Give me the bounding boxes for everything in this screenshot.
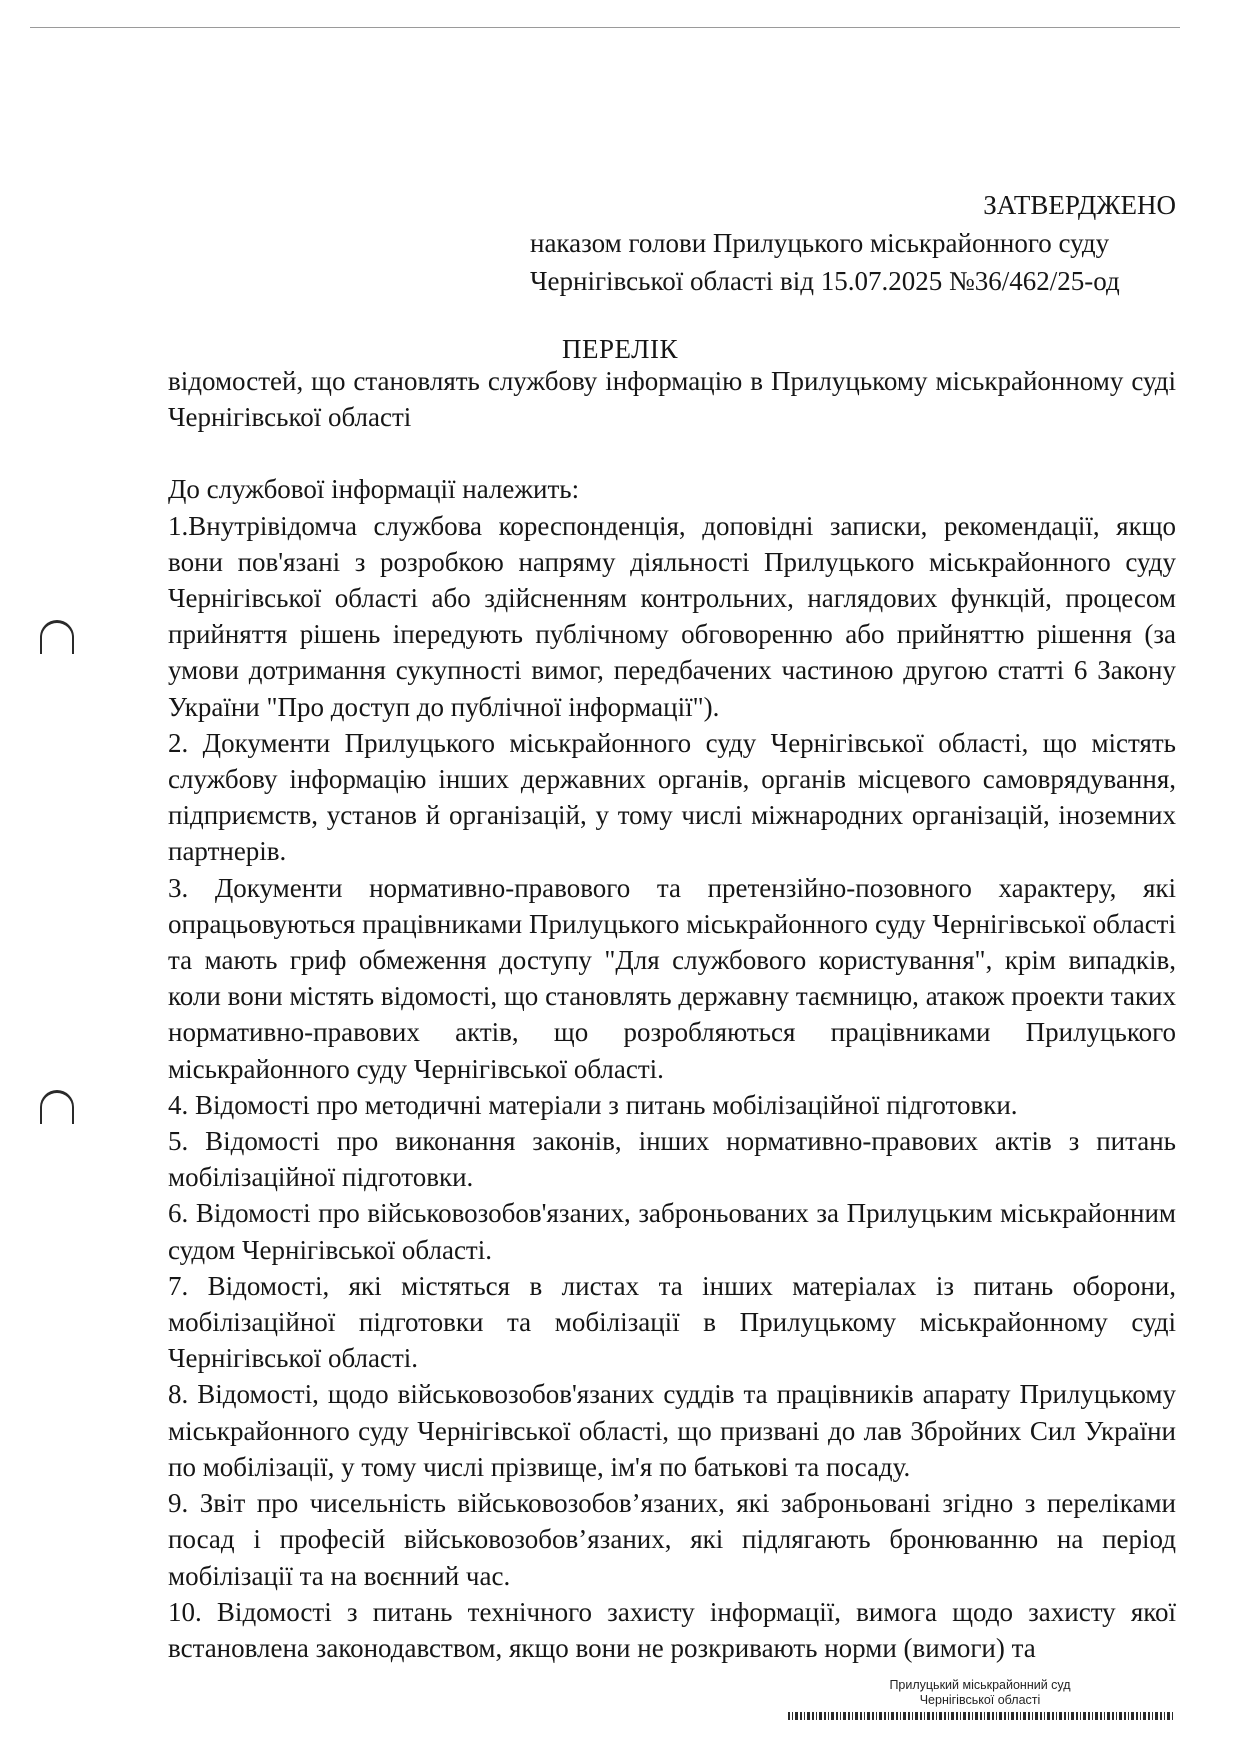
barcode-strip: [788, 1712, 1173, 1720]
top-scan-rule: [30, 27, 1180, 28]
document-subtitle: відомостей, що становлять службову інформацію в Прилуцькому міськрайонному суді Чернігівської області: [168, 366, 1176, 433]
list-item: 9. Звіт про чисельність військовозобов’язаних, які заброньовані згідно з переліками посад і професій військовозобов’язаних, які підлягають бронюванню на період мобілізації та на воєнний час.: [168, 1488, 1176, 1591]
approved-label: ЗАТВЕРДЖЕНО: [983, 190, 1176, 220]
list-item: 4. Відомості про методичні матеріали з питань мобілізаційної підготовки.: [168, 1089, 1018, 1120]
list-item: 2. Документи Прилуцького міськрайонного суду Чернігівської області, що містять службову інформацію інших державних органів, органів місцевого самоврядування, підприємств, установ й організацій, у тому числі міжнародних організацій, іноземних партнерів.: [168, 727, 1176, 867]
list-item: 3. Документи нормативно-правового та претензійно-позовного характеру, які опрацьовуються працівниками Прилуцького міськрайонного суду Чернігівської області та мають гриф обмеження доступу "Для службового користування", крім випадків, коли вони містять відомості, що становлять державну таємницю, атакож проекти таких нормативно-правових актів, що розробляються працівниками Прилуцького міськрайонного суду Чернігівської області.: [168, 872, 1176, 1084]
list-item: 7. Відомості, які містяться в листах та інших матеріалах із питань оборони, мобілізаційної підготовки та мобілізації в Прилуцькому міськрайонному суді Чернігівської області.: [168, 1270, 1176, 1374]
intro-text: До службової інформації належить:: [168, 474, 580, 505]
punch-hole-mark: [40, 1090, 74, 1124]
document-body: [168, 363, 1176, 1666]
list-item: 5. Відомості про виконання законів, інших нормативно-правових актів з питань мобілізаційної підготовки.: [168, 1126, 1176, 1193]
stamp-court-name: Прилуцький міськрайонний суд: [889, 1678, 1071, 1692]
footer-court-stamp: [780, 1678, 1180, 1708]
stamp-region: Чернігівської області: [919, 1693, 1041, 1707]
list-item: 8. Відомості, щодо військовозобов'язаних суддів та працівників апарату Прилуцькому міськрайонного суду Чернігівської області, що призвані до лав Збройних Сил України по мобілізації, у тому числі прізвище, ім'я по батькові та посаду.: [168, 1379, 1176, 1482]
list-item: 1.Внутрівідомча службова кореспонденція, доповідні записки, рекомендації, якщо вони пов'язані з розробкою напряму діяльності Прилуцького міськрайонного суду Чернігівської області або здійсненням контрольних, наглядових функцій, процесом прийняття рішень іпередують публічному обговоренню або прийняттю рішення (за умови дотримання сукупності вимог, передбачених частиною другою статті 6 Закону України "Про доступ до публічної інформації").: [168, 510, 1176, 722]
list-item: 10. Відомості з питань технічного захисту інформації, вимога щодо захисту якої встановлена законодавством, якщо вони не розкривають норми (вимоги) та: [168, 1596, 1176, 1663]
punch-hole-mark: [40, 620, 74, 654]
approved-order-line: наказом голови Прилуцького міськрайонного суду: [530, 228, 1110, 258]
document-title: ПЕРЕЛІК: [562, 334, 678, 364]
approval-block: [530, 186, 1176, 300]
list-item: 6. Відомості про військовозобов'язаних, заброньованих за Прилуцьким міськрайонним судом Чернігівської області.: [168, 1198, 1176, 1265]
approved-date-line: Чернігівської області від 15.07.2025 №36/462/25-од: [530, 266, 1120, 296]
